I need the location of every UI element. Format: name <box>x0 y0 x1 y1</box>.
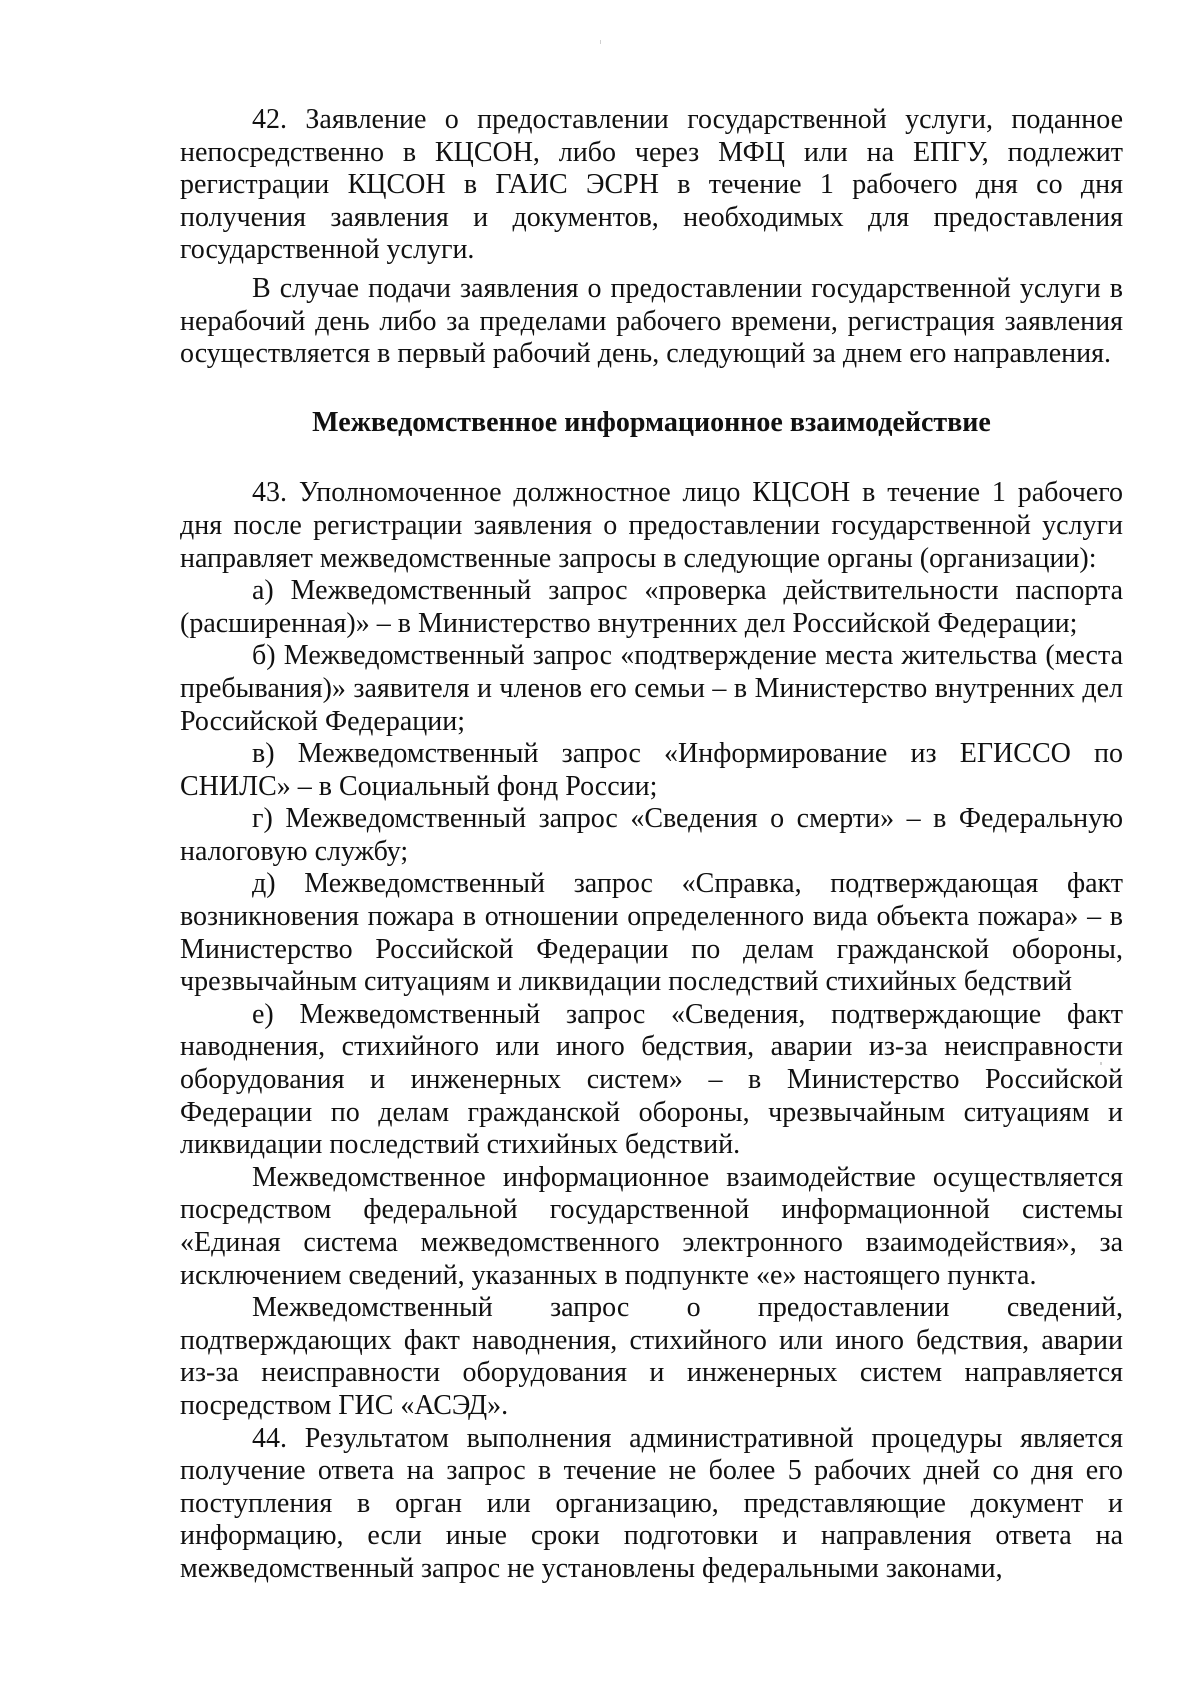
document-body <box>180 104 1123 1586</box>
list-item-e: д) Межведомственный запрос «Справка, подтверждающая факт возникновения пожара в отношении определенного вида объекта пожара» – в Министерство Российской Федерации по делам гражданской обороны, чрезвычайным ситуациям и ликвидации последствий стихийных бедствий <box>180 868 1123 998</box>
list-item-b: б) Межведомственный запрос «подтверждение места жительства (места пребывания)» заявителя и членов его семьи – в Министерство внутренних дел Российской Федерации; <box>180 640 1123 737</box>
paragraph-42: 42. Заявление о предоставлении государственной услуги, поданное непосредственно в КЦСОН, либо через МФЦ или на ЕПГУ, подлежит регистрации КЦСОН в ГАИС ЭСРН в течение 1 рабочего дня со дня получения заявления и документов, необходимых для предоставления государственной услуги. <box>180 104 1123 266</box>
paragraph-smev: Межведомственное информационное взаимодействие осуществляется посредством федеральной государственной информационной системы «Единая система межведомственного электронного взаимодействия», за исключением сведений, указанных в подпункте «е» настоящего пункта. <box>180 1161 1123 1291</box>
scan-artifact-line <box>600 40 601 44</box>
list-item-c: в) Межведомственный запрос «Информирование из ЕГИССО по СНИЛС» – в Социальный фонд России; <box>180 738 1123 802</box>
paragraph-43: 43. Уполномоченное должностное лицо КЦСОН в течение 1 рабочего дня после регистрации заявления о предоставлении государственной услуги направляет межведомственные запросы в следующие органы (организации): <box>180 477 1123 574</box>
paragraph-44: 44. Результатом выполнения административной процедуры является получение ответа на запрос в течение не более 5 рабочих дней со дня его поступления в орган или организацию, представляющие документ и информацию, если иные сроки подготовки и направления ответа на межведомственный запрос не установлены федеральными законами, <box>180 1422 1123 1584</box>
list-item-d: г) Межведомственный запрос «Сведения о смерти» – в Федеральную налоговую службу; <box>180 803 1123 867</box>
list-item-f: е) Межведомственный запрос «Сведения, подтверждающие факт наводнения, стихийного или иного бедствия, аварии из-за неисправности оборудования и инженерных систем» – в Министерство Российской Федерации по делам гражданской обороны, чрезвычайным ситуациям и ликвидации последствий стихийных бедствий. <box>180 998 1123 1161</box>
paragraph-42-continuation: В случае подачи заявления о предоставлении государственной услуги в нерабочий день либо за пределами рабочего времени, регистрация заявления осуществляется в первый рабочий день, следующий за днем его направления. <box>180 272 1123 370</box>
list-item-a: а) Межведомственный запрос «проверка действительности паспорта (расширенная)» – в Министерство внутренних дел Российской Федерации; <box>180 575 1123 639</box>
paragraph-ased: Межведомственный запрос о предоставлении сведений, подтверждающих факт наводнения, стихийного или иного бедствия, аварии из-за неисправности оборудования и инженерных систем направляется посредством ГИС «АСЭД». <box>180 1292 1123 1421</box>
section-heading: Межведомственное информационное взаимодействие <box>312 406 991 438</box>
